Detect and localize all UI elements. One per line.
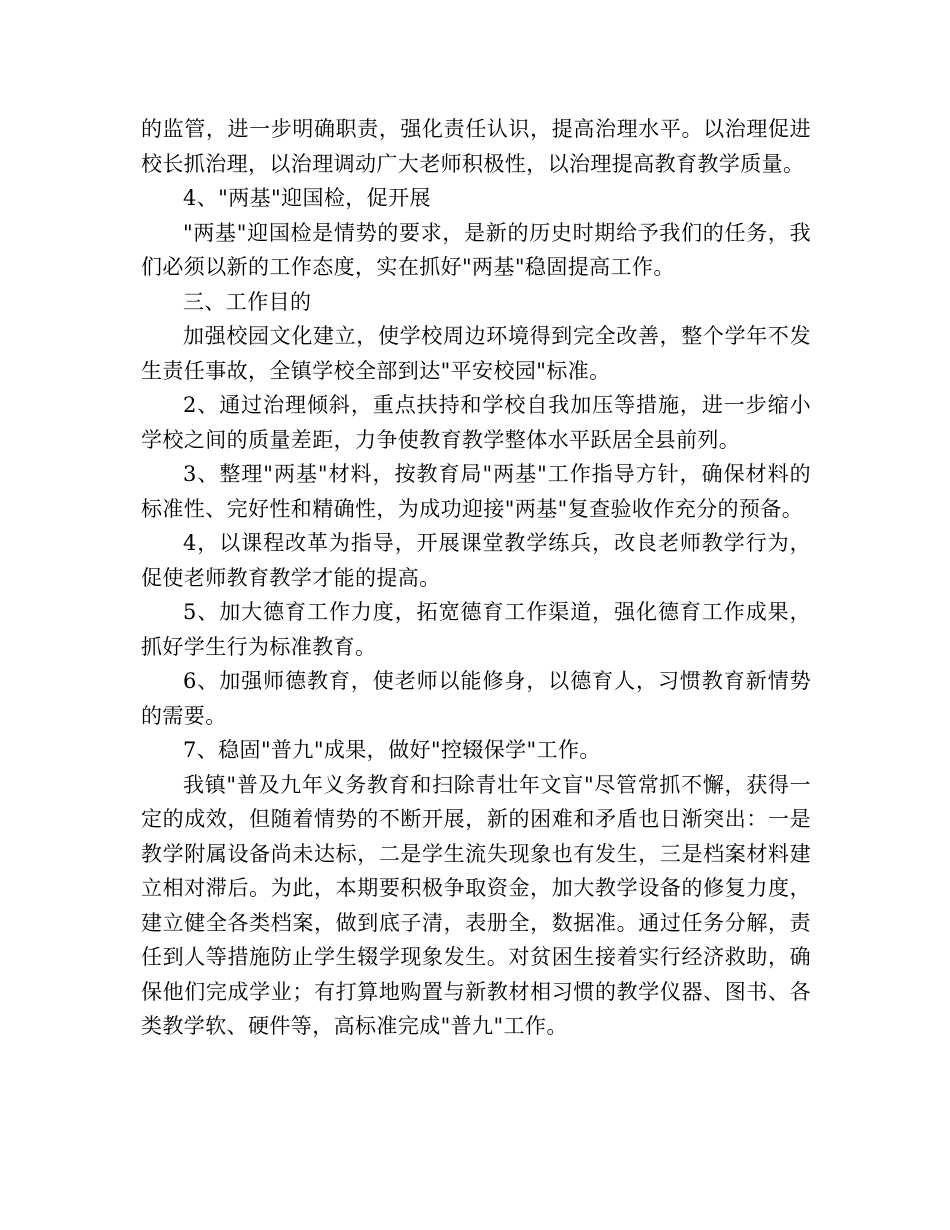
paragraph-10: 6、加强师德教育，使老师以能修身，以德育人，习惯教育新情势的需要。: [141, 669, 811, 728]
paragraph-1: 的监管，进一步明确职责，强化责任认识，提高治理水平。以治理促进校长抓治理，以治理调动广大老师积极性，以治理提高教育教学质量。: [141, 117, 811, 176]
paragraph-9: 5、加大德育工作力度，拓宽德育工作渠道，强化德育工作成果，抓好学生行为标准教育。: [141, 600, 811, 659]
paragraph-3: "两基"迎国检是情势的要求，是新的历史时期给予我们的任务，我们必须以新的工作态度，实在抓好"两基"稳固提高工作。: [141, 220, 811, 279]
section-heading-3: 三、工作目的: [183, 289, 312, 314]
paragraph-11-heading: 7、稳固"普九"成果，做好"控辍保学"工作。: [183, 738, 601, 762]
paragraph-5: 加强校园文化建立，使学校周边环境得到完全改善，整个学年不发生责任事故，全镇学校全部到达"平安校园"标准。: [141, 324, 811, 383]
paragraph-6: 2、通过治理倾斜，重点扶持和学校自我加压等措施，进一步缩小学校之间的质量差距，力争使教育教学整体水平跃居全县前列。: [141, 393, 811, 452]
document-body: [141, 112, 811, 1044]
paragraph-2-heading: 4、"两基"迎国检，促开展: [183, 186, 431, 210]
paragraph-8: 4，以课程改革为指导，开展课堂教学练兵，改良老师教学行为，促使老师教育教学才能的提高。: [141, 531, 811, 590]
paragraph-7: 3、整理"两基"材料，按教育局"两基"工作指导方针，确保材料的标准性、完好性和精确性，为成功迎接"两基"复查验收作充分的预备。: [141, 462, 811, 521]
paragraph-12: 我镇"普及九年义务教育和扫除青壮年文盲"尽管常抓不懈，获得一定的成效，但随着情势的不断开展，新的困难和矛盾也日渐突出：一是教学附属设备尚未达标，二是学生流失现象也有发生，三是档案材料建立相对滞后。为此，本期要积极争取资金，加大教学设备的修复力度，建立健全各类档案，做到底子清，表册全，数据准。通过任务分解，责任到人等措施防止学生辍学现象发生。对贫困生接着实行经济救助，确保他们完成学业；有打算地购置与新教材相习惯的教学仪器、图书、各类教学软、硬件等，高标准完成"普九"工作。: [141, 772, 811, 1038]
